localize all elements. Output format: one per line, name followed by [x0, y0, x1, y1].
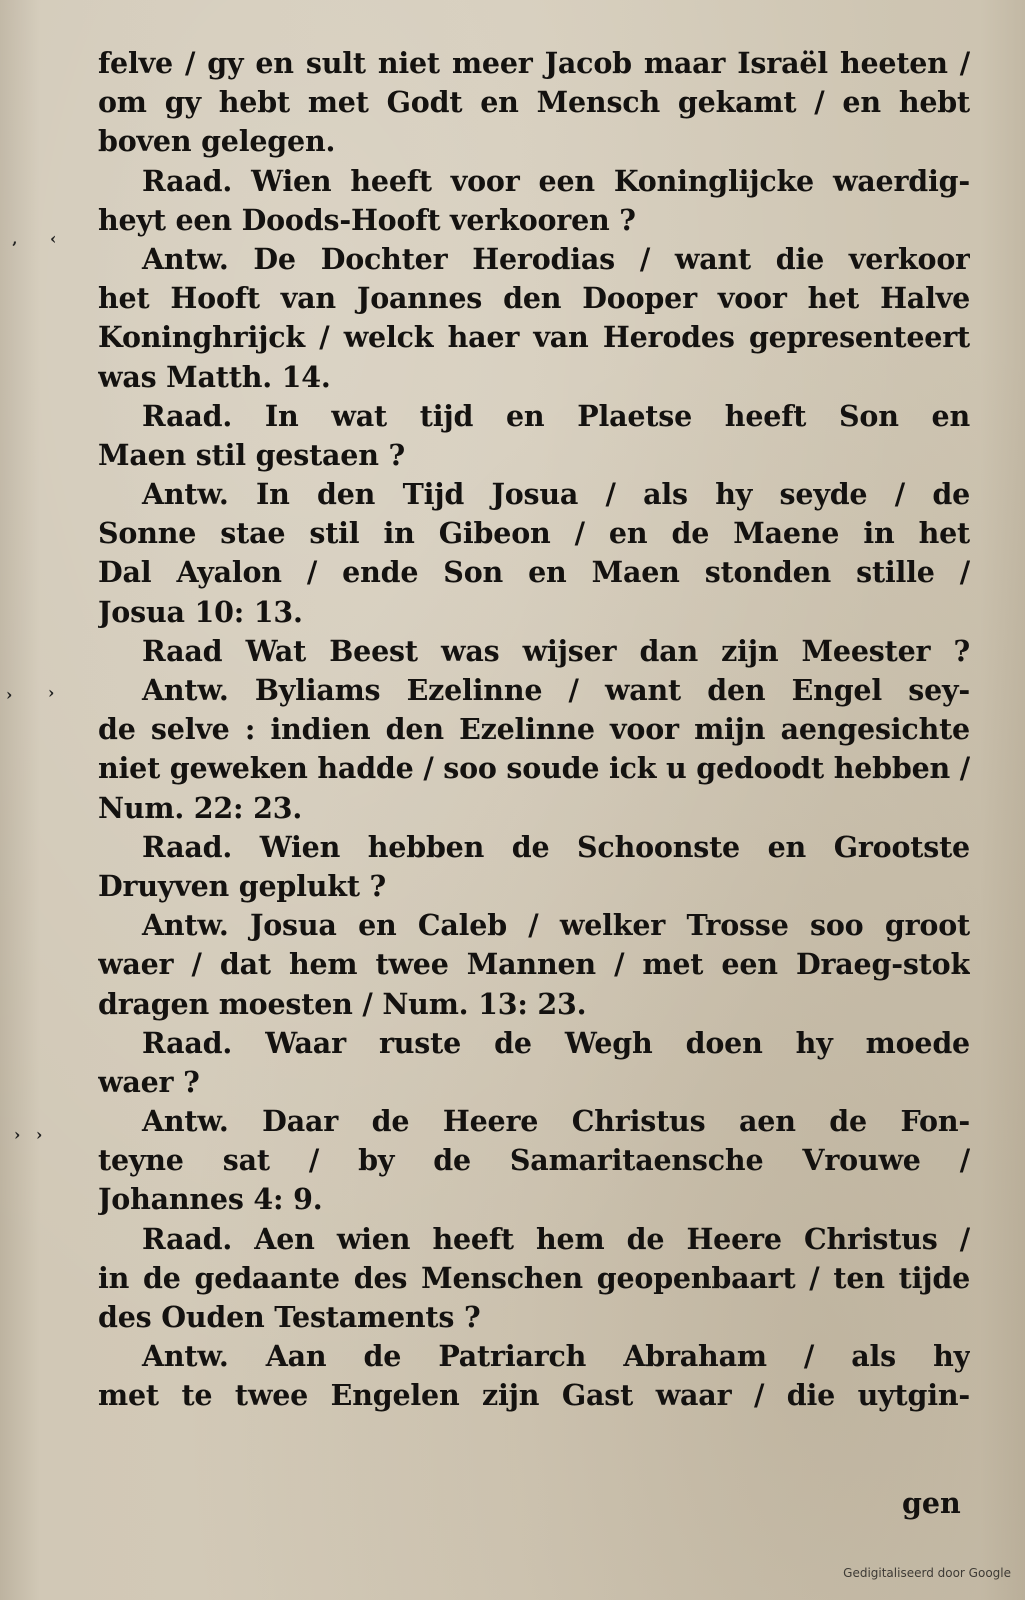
text-line: dragen moesten / Num. 13: 23. — [98, 986, 587, 1021]
text-line: Johannes 4: 9. — [98, 1182, 323, 1217]
text-line: teyne sat / by de Samaritaensche Vrouwe / — [98, 1143, 970, 1178]
answer-line: Antw. De Dochter Herodias / want die verkoor — [142, 241, 970, 276]
text-line: Maen stil gestaen ? — [98, 437, 405, 472]
margin-mark: › — [48, 683, 55, 702]
margin-mark: ‚ — [12, 229, 18, 248]
text-line: Josua 10: 13. — [98, 594, 303, 629]
text-line: was Matth. 14. — [98, 359, 331, 394]
question-line: Raad. In wat tijd en Plaetse heeft Son en — [142, 398, 970, 433]
text-line: Koninghrijck / welck haer van Herodes gepresenteert — [98, 320, 970, 355]
text-line: Dal Ayalon / ende Son en Maen stonden stille / — [98, 555, 970, 590]
text-line: Num. 22: 23. — [98, 790, 303, 825]
text-line: met te twee Engelen zijn Gast waar / die uytgin- — [98, 1378, 970, 1413]
text-line: waer / dat hem twee Mannen / met een Draeg-stok — [98, 947, 970, 982]
question-line: Raad. Aen wien heeft hem de Heere Christus / — [142, 1221, 970, 1256]
text-line: boven gelegen. — [98, 124, 336, 159]
answer-line: Antw. Byliams Ezelinne / want den Engel sey- — [142, 673, 970, 707]
text-line: Sonne stae stil in Gibeon / en de Maene in het — [98, 516, 970, 551]
margin-mark: › — [6, 685, 13, 704]
answer-line: Antw. Daar de Heere Christus aen de Fon- — [142, 1104, 970, 1139]
margin-mark: ‹ — [50, 229, 57, 248]
text-line: het Hooft van Joannes den Dooper voor het Halve — [98, 281, 970, 316]
question-line: Raad Wat Beest was wijser dan zijn Meester ? — [142, 633, 970, 668]
answer-line: Antw. Aan de Patriarch Abraham / als hy — [142, 1339, 970, 1374]
question-line: Raad. Waar ruste de Wegh doen hy moede — [142, 1025, 970, 1060]
margin-mark: › — [36, 1125, 43, 1144]
question-line: Raad. Wien hebben de Schoonste en Grootste — [142, 829, 970, 864]
text-line: waer ? — [98, 1064, 200, 1099]
text-line: Druyven geplukt ? — [98, 868, 387, 903]
text-line: felve / gy en sult niet meer Jacob maar Israël heeten / — [98, 46, 970, 80]
text-line: des Ouden Testaments ? — [98, 1300, 481, 1334]
question-line: Raad. Wien heeft voor een Koninglijcke waerdig- — [142, 163, 970, 198]
page-text — [98, 44, 970, 1416]
text-line: niet geweken hadde / soo soude ick u gedoodt hebben / — [98, 751, 970, 786]
text-line: heyt een Doods-Hooft verkooren ? — [98, 202, 636, 237]
text-line: de selve : indien den Ezelinne voor mijn aengesichte — [98, 712, 970, 747]
text-line: om gy hebt met Godt en Mensch gekamt / en hebt — [98, 85, 970, 120]
margin-mark: › — [14, 1125, 21, 1144]
answer-line: Antw. In den Tijd Josua / als hy seyde / de — [142, 477, 970, 512]
digitization-credit: Gedigitaliseerd door Google — [843, 1566, 1011, 1580]
text-line: in de gedaante des Menschen geopenbaart / ten tijde — [98, 1260, 970, 1295]
catchword: gen — [902, 1486, 961, 1520]
answer-line: Antw. Josua en Caleb / welker Trosse soo groot — [142, 908, 970, 943]
